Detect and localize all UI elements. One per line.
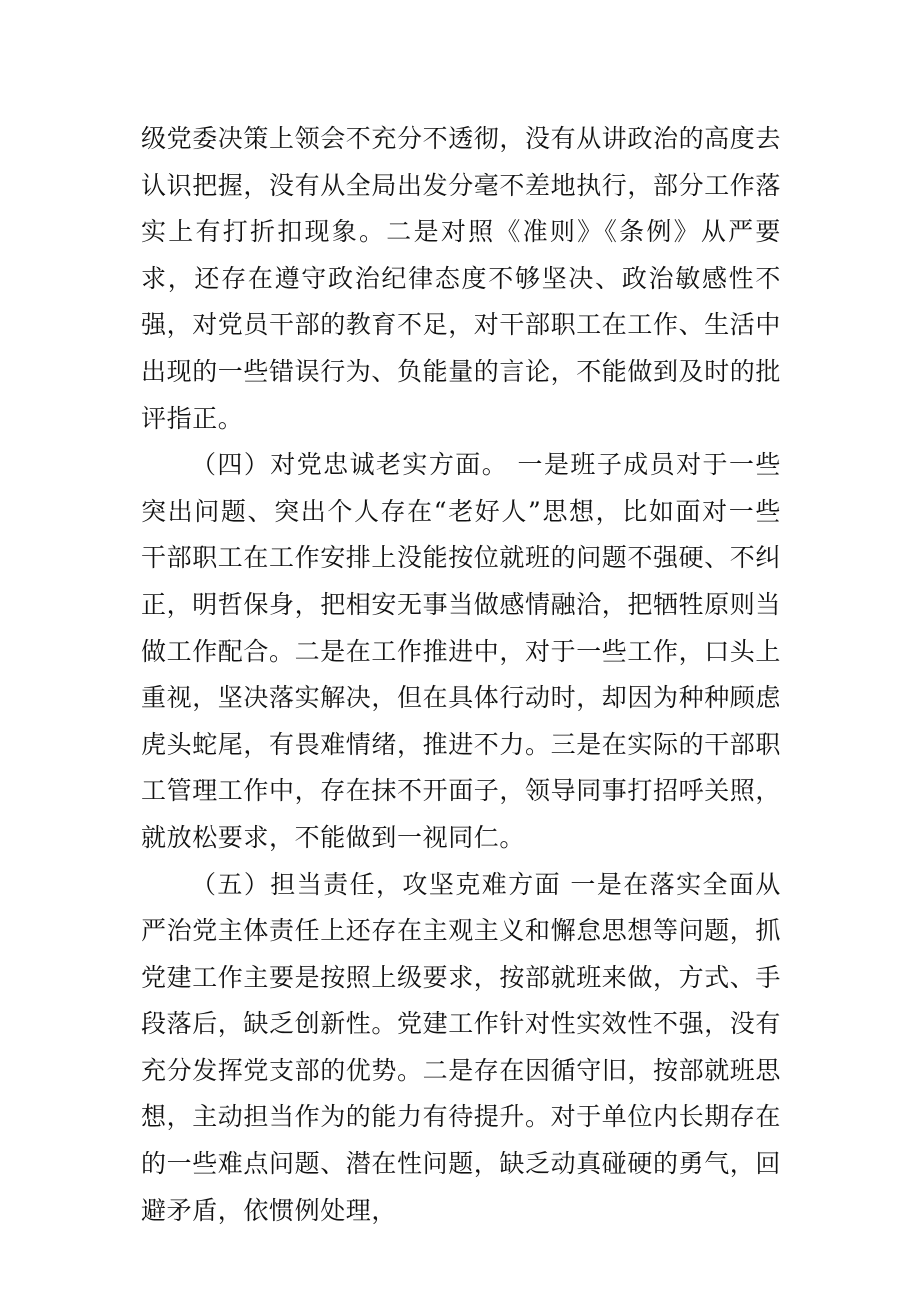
paragraph-continued: 级党委决策上领会不充分不透彻，没有从讲政治的高度去认识把握，没有从全局出发分毫不差地执行，部分工作落实上有打折扣现象。二是对照《准则》《条例》从严要求，还存在遵守政治纪律态度不够坚决、政治敏感性不强，对党员干部的教育不足，对干部职工在工作、生活中出现的一些错误行为、负能量的言论，不能做到及时的批评指正。 — [141, 124, 782, 433]
paragraph-section-four: （四）对党忠诚老实方面。 一是班子成员对于一些突出问题、突出个人存在“老好人”思想，比如面对一些干部职工在工作安排上没能按位就班的问题不强硬、不纠正，明哲保身，把相安无事当做感情融洽，把牺牲原则当做工作配合。二是在工作推进中，对于一些工作，口头上重视，坚决落实解决，但在具体行动时，却因为种种顾虑虎头蛇尾，有畏难情绪，推进不力。三是在实际的干部职工管理工作中，存在抹不开面子，领导同事打招呼关照，就放松要求，不能做到一视同仁。 — [141, 450, 782, 852]
document-body — [141, 116, 781, 1234]
paragraph-section-five: （五）担当责任，攻坚克难方面 一是在落实全面从严治党主体责任上还存在主观主义和懈怠思想等问题，抓党建工作主要是按照上级要求，按部就班来做，方式、手段落后，缺乏创新性。党建工作针对性实效性不强，没有充分发挥党支部的优势。二是存在因循守旧，按部就班思想，主动担当作为的能力有待提升。对于单位内长期存在的一些难点问题、潜在性问题，缺乏动真碰硬的勇气，回避矛盾，依惯例处理， — [141, 869, 782, 1225]
